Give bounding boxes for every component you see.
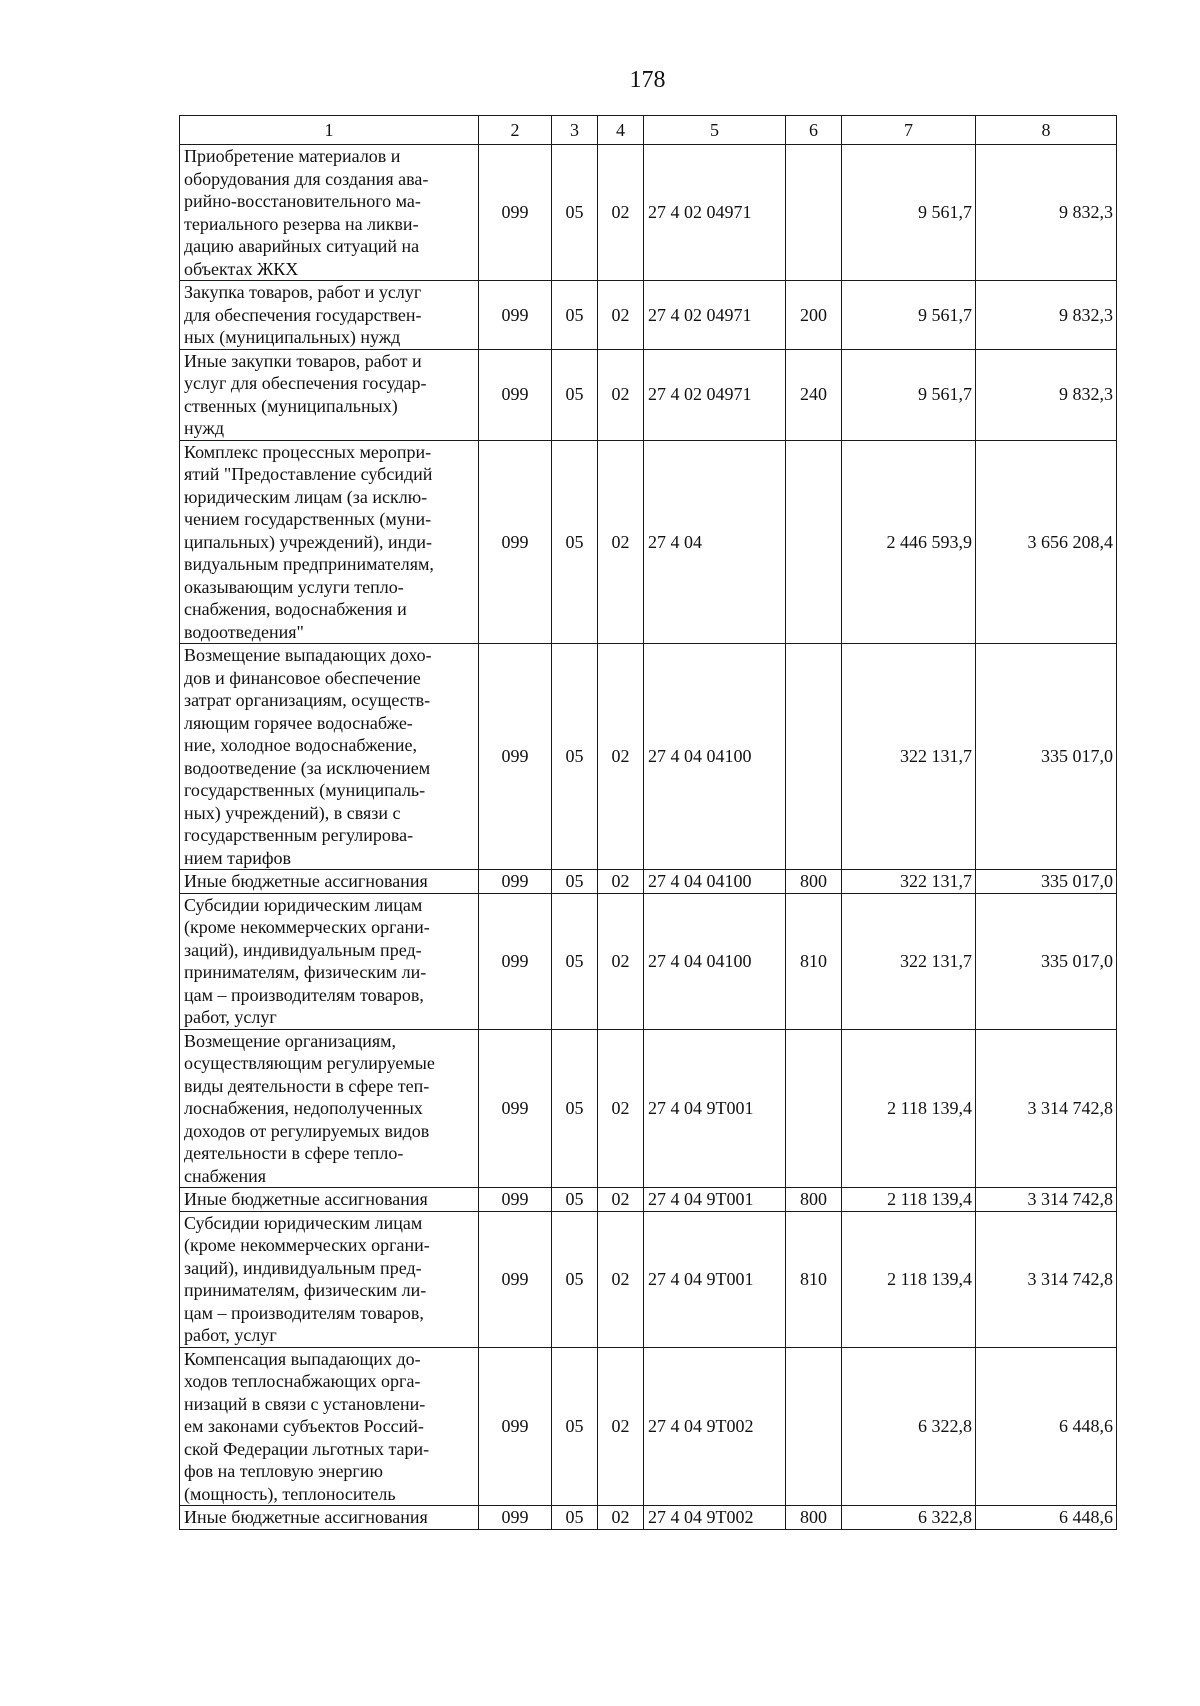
- cell-item-name: [180, 644, 479, 870]
- item-name-line: ственных (муниципальных): [184, 395, 398, 416]
- cell-item-name: [180, 440, 479, 644]
- cell-section: 05: [552, 1506, 598, 1530]
- cell-amount-col7: 6 322,8: [842, 1347, 976, 1506]
- cell-amount-col7: 322 131,7: [842, 644, 976, 870]
- item-name-line: принимателям, физическим ли-: [184, 962, 427, 982]
- item-name-line: Возмещение выпадающих дохо-: [184, 645, 432, 665]
- cell-expense-type: 800: [786, 870, 842, 894]
- cell-item-name: [180, 349, 479, 440]
- header-col-6: 6: [786, 116, 842, 145]
- header-row: [180, 116, 1117, 145]
- cell-subsection: 02: [598, 893, 644, 1029]
- item-name-line: Возмещение организациям,: [184, 1030, 397, 1051]
- table-row: [180, 281, 1117, 350]
- item-name-line: цам – производителям товаров,: [184, 1302, 424, 1323]
- item-name-line: юридическим лицам (за исклю-: [184, 486, 428, 507]
- item-name-line: ходов теплоснабжающих орга-: [184, 1371, 421, 1391]
- item-name-line: нием тарифов: [184, 847, 292, 868]
- cell-amount-col8: 3 314 742,8: [976, 1029, 1117, 1188]
- item-name-line: Иные бюджетные ассигнования: [184, 1189, 428, 1209]
- item-name-line: (кроме некоммерческих органи-: [184, 917, 430, 937]
- item-name-line: ляющим горячее водоснабже-: [184, 712, 413, 733]
- cell-department: 099: [479, 1211, 552, 1347]
- item-name-line: снабжения: [184, 1165, 267, 1186]
- item-name-line: объектах ЖКХ: [184, 258, 299, 279]
- cell-amount-col8: 6 448,6: [976, 1506, 1117, 1530]
- cell-target-code: 27 4 04 04100: [644, 893, 786, 1029]
- cell-expense-type: 200: [786, 281, 842, 350]
- item-name-line: ятий "Предоставление субсидий: [184, 464, 433, 484]
- cell-department: 099: [479, 870, 552, 894]
- table-body: [180, 145, 1117, 1530]
- cell-amount-col8: 3 314 742,8: [976, 1211, 1117, 1347]
- cell-subsection: 02: [598, 440, 644, 644]
- item-name-line: заций), индивидуальным пред-: [184, 1257, 422, 1278]
- cell-amount-col7: 2 446 593,9: [842, 440, 976, 644]
- header-col-3: 3: [552, 116, 598, 145]
- cell-department: 099: [479, 644, 552, 870]
- item-name-line: ем законами субъектов Россий-: [184, 1416, 424, 1436]
- table-row: [180, 145, 1117, 281]
- table-row: [180, 1029, 1117, 1188]
- header-col-4: 4: [598, 116, 644, 145]
- cell-subsection: 02: [598, 644, 644, 870]
- cell-amount-col8: 335 017,0: [976, 893, 1117, 1029]
- cell-amount-col7: 9 561,7: [842, 349, 976, 440]
- item-name-line: затрат организациям, осуществ-: [184, 690, 431, 710]
- cell-department: 099: [479, 145, 552, 281]
- item-name-line: деятельности в сфере тепло-: [184, 1143, 404, 1163]
- header-col-5: 5: [644, 116, 786, 145]
- item-name-line: чением государственных (муни-: [184, 509, 432, 529]
- cell-department: 099: [479, 440, 552, 644]
- cell-amount-col8: 335 017,0: [976, 870, 1117, 894]
- cell-subsection: 02: [598, 349, 644, 440]
- cell-subsection: 02: [598, 1188, 644, 1212]
- table-row: [180, 893, 1117, 1029]
- item-name-line: оборудования для создания ава-: [184, 168, 429, 189]
- item-name-line: ской Федерации льготных тари-: [184, 1438, 430, 1459]
- table-row: [180, 1506, 1117, 1530]
- header-col-2: 2: [479, 116, 552, 145]
- cell-section: 05: [552, 349, 598, 440]
- cell-amount-col8: 3 314 742,8: [976, 1188, 1117, 1212]
- table-row: [180, 349, 1117, 440]
- cell-section: 05: [552, 1211, 598, 1347]
- item-name-line: государственных (муниципаль-: [184, 780, 426, 800]
- page-number: 178: [629, 67, 666, 93]
- cell-amount-col7: 2 118 139,4: [842, 1211, 976, 1347]
- table-row: [180, 644, 1117, 870]
- cell-subsection: 02: [598, 145, 644, 281]
- cell-section: 05: [552, 893, 598, 1029]
- item-name-line: ных) учреждений), в связи с: [184, 802, 401, 823]
- cell-target-code: 27 4 04 9Т002: [644, 1506, 786, 1530]
- cell-section: 05: [552, 1347, 598, 1506]
- table-row: [180, 1347, 1117, 1506]
- cell-amount-col8: 9 832,3: [976, 349, 1117, 440]
- cell-expense-type: [786, 1029, 842, 1188]
- table-row: [180, 870, 1117, 894]
- cell-department: 099: [479, 1347, 552, 1506]
- budget-table: [179, 115, 1117, 1530]
- cell-target-code: 27 4 04 9Т001: [644, 1211, 786, 1347]
- cell-expense-type: 810: [786, 893, 842, 1029]
- cell-subsection: 02: [598, 1506, 644, 1530]
- cell-amount-col8: 335 017,0: [976, 644, 1117, 870]
- cell-amount-col7: 322 131,7: [842, 870, 976, 894]
- cell-subsection: 02: [598, 1211, 644, 1347]
- cell-expense-type: 240: [786, 349, 842, 440]
- cell-target-code: 27 4 04 9Т001: [644, 1188, 786, 1212]
- cell-amount-col7: 322 131,7: [842, 893, 976, 1029]
- cell-department: 099: [479, 1029, 552, 1188]
- cell-section: 05: [552, 145, 598, 281]
- cell-amount-col7: 9 561,7: [842, 145, 976, 281]
- cell-amount-col8: 9 832,3: [976, 281, 1117, 350]
- item-name-line: осуществляющим регулируемые: [184, 1053, 435, 1073]
- cell-expense-type: [786, 440, 842, 644]
- cell-expense-type: [786, 145, 842, 281]
- cell-section: 05: [552, 440, 598, 644]
- cell-department: 099: [479, 281, 552, 350]
- item-name-line: териального резерва на ликви-: [184, 213, 419, 234]
- cell-amount-col7: 2 118 139,4: [842, 1029, 976, 1188]
- cell-amount-col8: 6 448,6: [976, 1347, 1117, 1506]
- item-name-line: ние, холодное водоснабжение,: [184, 735, 418, 755]
- item-name-line: Приобретение материалов и: [184, 146, 401, 166]
- item-name-line: Иные бюджетные ассигнования: [184, 871, 428, 891]
- cell-target-code: 27 4 04: [644, 440, 786, 644]
- item-name-line: снабжения, водоснабжения и: [184, 599, 407, 619]
- item-name-line: оказывающим услуги тепло-: [184, 576, 404, 597]
- cell-item-name: [180, 145, 479, 281]
- cell-item-name: [180, 1506, 479, 1530]
- cell-target-code: 27 4 04 04100: [644, 870, 786, 894]
- item-name-line: Закупка товаров, работ и услуг: [184, 282, 422, 302]
- header-col-1: 1: [180, 116, 479, 145]
- cell-expense-type: 800: [786, 1188, 842, 1212]
- item-name-line: водоотведение (за исключением: [184, 757, 431, 778]
- cell-expense-type: 800: [786, 1506, 842, 1530]
- item-name-line: рийно-восстановительного ма-: [184, 191, 421, 211]
- item-name-line: Иные бюджетные ассигнования: [184, 1507, 428, 1527]
- cell-amount-col7: 6 322,8: [842, 1506, 976, 1530]
- cell-item-name: [180, 1029, 479, 1188]
- cell-target-code: 27 4 02 04971: [644, 349, 786, 440]
- cell-target-code: 27 4 04 9Т002: [644, 1347, 786, 1506]
- cell-section: 05: [552, 1188, 598, 1212]
- cell-item-name: [180, 1188, 479, 1212]
- table-row: [180, 1211, 1117, 1347]
- item-name-line: Иные закупки товаров, работ и: [184, 350, 422, 371]
- cell-item-name: [180, 893, 479, 1029]
- item-name-line: государственным регулирова-: [184, 825, 414, 845]
- item-name-line: ципальных) учреждений), инди-: [184, 531, 433, 552]
- item-name-line: дов и финансовое обеспечение: [184, 667, 421, 688]
- table-row: [180, 440, 1117, 644]
- item-name-line: нужд: [184, 418, 224, 438]
- item-name-line: работ, услуг: [184, 1325, 277, 1345]
- cell-section: 05: [552, 1029, 598, 1188]
- cell-subsection: 02: [598, 281, 644, 350]
- item-name-line: низаций в связи с установлени-: [184, 1393, 426, 1414]
- cell-target-code: 27 4 04 04100: [644, 644, 786, 870]
- cell-amount-col8: 3 656 208,4: [976, 440, 1117, 644]
- cell-item-name: [180, 1211, 479, 1347]
- cell-section: 05: [552, 870, 598, 894]
- item-name-line: принимателям, физическим ли-: [184, 1280, 427, 1300]
- cell-amount-col7: 9 561,7: [842, 281, 976, 350]
- cell-department: 099: [479, 1188, 552, 1212]
- cell-section: 05: [552, 281, 598, 350]
- item-name-line: водоотведения": [184, 621, 304, 642]
- header-col-8: 8: [976, 116, 1117, 145]
- cell-target-code: 27 4 04 9Т001: [644, 1029, 786, 1188]
- item-name-line: видуальным предпринимателям,: [184, 554, 434, 574]
- cell-expense-type: [786, 1347, 842, 1506]
- cell-item-name: [180, 1347, 479, 1506]
- cell-expense-type: [786, 644, 842, 870]
- cell-section: 05: [552, 644, 598, 870]
- cell-item-name: [180, 281, 479, 350]
- table-row: [180, 1188, 1117, 1212]
- item-name-line: работ, услуг: [184, 1007, 277, 1027]
- cell-amount-col8: 9 832,3: [976, 145, 1117, 281]
- cell-target-code: 27 4 02 04971: [644, 145, 786, 281]
- item-name-line: фов на тепловую энергию: [184, 1461, 383, 1481]
- cell-department: 099: [479, 893, 552, 1029]
- item-name-line: для обеспечения государствен-: [184, 304, 422, 325]
- item-name-line: Субсидии юридическим лицам: [184, 894, 423, 915]
- cell-amount-col7: 2 118 139,4: [842, 1188, 976, 1212]
- cell-target-code: 27 4 02 04971: [644, 281, 786, 350]
- table-header: [180, 116, 1117, 145]
- item-name-line: (кроме некоммерческих органи-: [184, 1235, 430, 1255]
- item-name-line: услуг для обеспечения государ-: [184, 373, 427, 393]
- item-name-line: Компенсация выпадающих до-: [184, 1348, 421, 1369]
- cell-subsection: 02: [598, 1029, 644, 1188]
- item-name-line: Комплекс процессных меропри-: [184, 441, 432, 462]
- cell-expense-type: 810: [786, 1211, 842, 1347]
- item-name-line: заций), индивидуальным пред-: [184, 939, 422, 960]
- cell-department: 099: [479, 349, 552, 440]
- item-name-line: лоснабжения, недополученных: [184, 1098, 423, 1118]
- cell-subsection: 02: [598, 1347, 644, 1506]
- item-name-line: доходов от регулируемых видов: [184, 1120, 430, 1141]
- item-name-line: ных (муниципальных) нужд: [184, 327, 401, 347]
- item-name-line: (мощность), теплоноситель: [184, 1483, 396, 1504]
- item-name-line: виды деятельности в сфере теп-: [184, 1075, 430, 1096]
- cell-department: 099: [479, 1506, 552, 1530]
- item-name-line: дацию аварийных ситуаций на: [184, 236, 420, 256]
- item-name-line: Субсидии юридическим лицам: [184, 1212, 423, 1233]
- cell-subsection: 02: [598, 870, 644, 894]
- item-name-line: цам – производителям товаров,: [184, 984, 424, 1005]
- cell-item-name: [180, 870, 479, 894]
- header-col-7: 7: [842, 116, 976, 145]
